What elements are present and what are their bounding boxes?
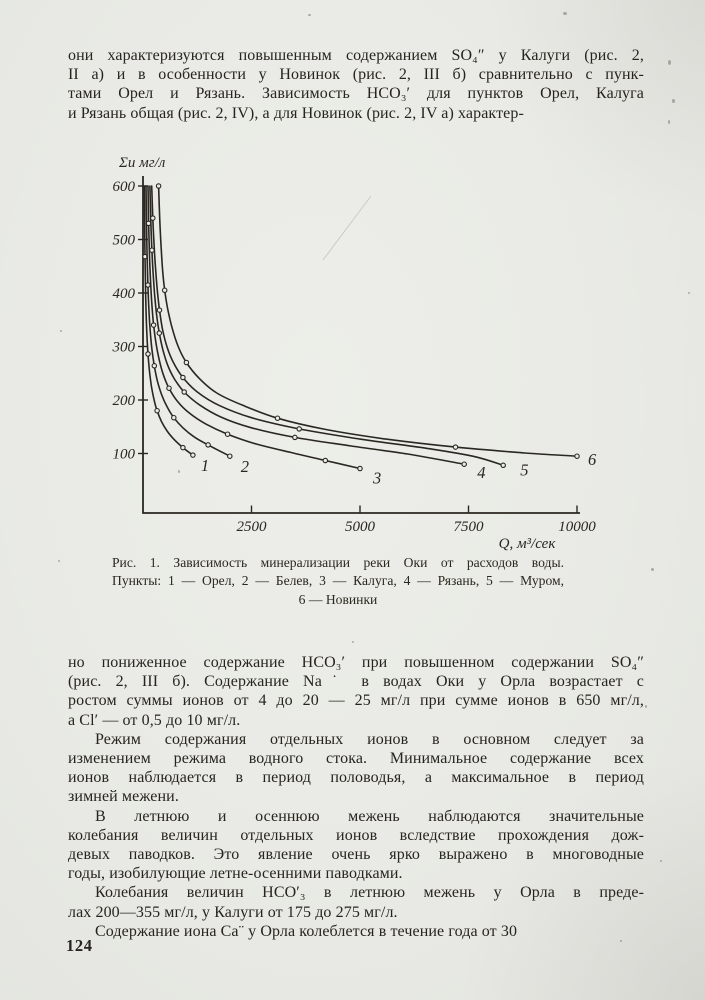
data-point-marker — [181, 375, 185, 379]
text-line: а Cl′ — от 0,5 до 10 мг/л. — [68, 711, 241, 729]
y-tick-label: 200 — [112, 393, 135, 409]
paragraph-ion-regime — [68, 730, 644, 807]
paper-speck — [672, 99, 675, 103]
x-tick-label: 5000 — [345, 519, 375, 535]
curve-6 — [159, 186, 577, 456]
paragraph-ca-content — [68, 922, 644, 941]
data-point-marker — [150, 248, 154, 252]
data-point-marker — [151, 323, 155, 327]
data-point-marker — [225, 432, 229, 436]
data-point-marker — [182, 390, 186, 394]
text-line: тами Орел и Рязань. Зависимость HCO₃′ для пунктов Орел, Калуга — [68, 85, 644, 103]
data-point-marker — [167, 386, 171, 390]
paper-speck — [660, 860, 662, 862]
curve-3 — [148, 186, 360, 469]
data-point-marker — [146, 352, 150, 356]
data-point-marker — [501, 463, 505, 467]
curve-label-5: 5 — [520, 460, 529, 480]
text-line: (рис. 2, III б). Содержание Na˙ в водах Оки у Орла возрастает с — [68, 673, 644, 691]
data-point-marker — [172, 416, 176, 420]
paper-speck — [178, 470, 180, 473]
text-line: Режим содержания отдельных ионов в основном следует за — [95, 730, 644, 748]
data-point-marker — [323, 458, 327, 462]
data-point-marker — [155, 409, 159, 413]
data-point-marker — [157, 331, 161, 335]
paper-speck — [668, 120, 670, 124]
text-line: II а) и в особенности у Новинок (рис. 2, III б) сравнительно с пунк- — [68, 66, 644, 84]
data-point-marker — [206, 443, 210, 447]
curve-label-3: 3 — [373, 468, 382, 488]
paper-speck — [352, 641, 354, 643]
text-line: они характеризуются повышенным содержанием SO₄″ у Калуги (рис. 2, — [68, 47, 644, 64]
data-point-marker — [462, 462, 466, 466]
paragraph-ion-content — [68, 653, 644, 730]
data-point-marker — [152, 364, 156, 368]
text-line: Пункты: 1 — Орел, 2 — Белев, 3 — Калуга, 4 — Рязань, 5 — Муром, — [112, 573, 564, 589]
data-point-marker — [157, 308, 161, 312]
paper-speck — [688, 292, 690, 294]
paper-speck — [651, 568, 654, 571]
text-line: изменением режима водного стока. Минимальное содержание всех — [68, 750, 644, 768]
y-tick-label: 300 — [112, 339, 135, 356]
text-line: ростом суммы ионов от 4 до 20 — 25 мг/л при сумме ионов в 650 мг/л, — [68, 692, 644, 710]
text-line: но пониженное содержание HCO₃′ при повышенном содержании SO₄″ — [68, 654, 644, 671]
data-point-marker — [275, 416, 279, 420]
x-tick-label: 2500 — [236, 519, 267, 535]
text-line: ионов наблюдается в период половодья, а максимальное в период — [68, 769, 644, 787]
data-point-marker — [181, 445, 185, 449]
x-tick-label: 7500 — [453, 519, 484, 535]
data-point-marker — [146, 283, 150, 287]
data-point-marker — [163, 288, 167, 292]
y-tick-label: 600 — [112, 179, 135, 195]
body-text-block — [68, 653, 644, 941]
y-tick-label: 400 — [112, 286, 135, 302]
text-line: Рис. 1. Зависимость минерализации реки Оки от расходов воды. — [112, 555, 564, 570]
x-tick-label: 10000 — [558, 519, 596, 535]
scan-scratch — [323, 196, 371, 260]
curve-label-2: 2 — [240, 457, 250, 477]
figure-caption — [112, 554, 564, 609]
data-point-marker — [191, 453, 195, 457]
text-line: Колебания величин HCO′₃ в летнюю межень у Орла в преде- — [95, 884, 644, 902]
curve-label-6: 6 — [588, 450, 597, 470]
paper-speck — [58, 560, 60, 562]
text-line: В летнюю и осеннюю межень наблюдаются значительные — [95, 807, 644, 825]
mineralization-vs-discharge-chart — [90, 150, 610, 556]
paper-speck — [645, 705, 647, 708]
data-point-marker — [358, 466, 362, 470]
text-line: зимней межени. — [68, 788, 179, 806]
y-axis-title: Σи мг/л — [119, 155, 166, 171]
paper-speck — [563, 12, 567, 15]
paragraph-summer-autumn — [68, 807, 644, 884]
data-point-marker — [156, 184, 160, 188]
paper-speck — [668, 60, 671, 65]
paragraph-continuation-top — [68, 46, 644, 123]
text-line: 6 — Новинки — [298, 591, 378, 607]
data-point-marker — [184, 360, 188, 364]
paper-speck — [60, 330, 62, 332]
paper-speck — [308, 14, 311, 16]
curve-label-1: 1 — [200, 456, 210, 476]
text-line: и Рязань общая (рис. 2, IV), а для Новинок (рис. 2, IV а) характер- — [68, 104, 524, 122]
data-point-marker — [228, 454, 232, 458]
data-point-marker — [293, 435, 297, 439]
curve-4 — [150, 186, 464, 464]
data-point-marker — [297, 427, 301, 431]
text-line: девых паводков. Это явление очень ярко выражено в многоводные — [68, 846, 644, 864]
data-point-marker — [151, 216, 155, 220]
data-point-marker — [453, 445, 457, 449]
paragraph-hco3-range — [68, 883, 644, 921]
text-line: годы, изобилующие летне-осенними паводками. — [68, 865, 403, 883]
data-point-marker — [575, 454, 579, 458]
y-tick-label: 500 — [112, 232, 135, 249]
text-line: лах 200—355 мг/л, у Калуги от 175 до 275 мг/л. — [68, 903, 398, 921]
text-line: Содержание иона Са¨ у Орла колеблется в течение года от 30 — [95, 922, 518, 940]
x-axis-title: Q, м³/сек — [498, 536, 556, 552]
curve-label-4: 4 — [477, 463, 486, 483]
paper-speck — [620, 940, 622, 942]
y-tick-label: 100 — [112, 446, 135, 463]
text-line: колебания величин отдельных ионов вследствие прохождения дож- — [68, 826, 644, 844]
page-number: 124 — [66, 936, 93, 955]
